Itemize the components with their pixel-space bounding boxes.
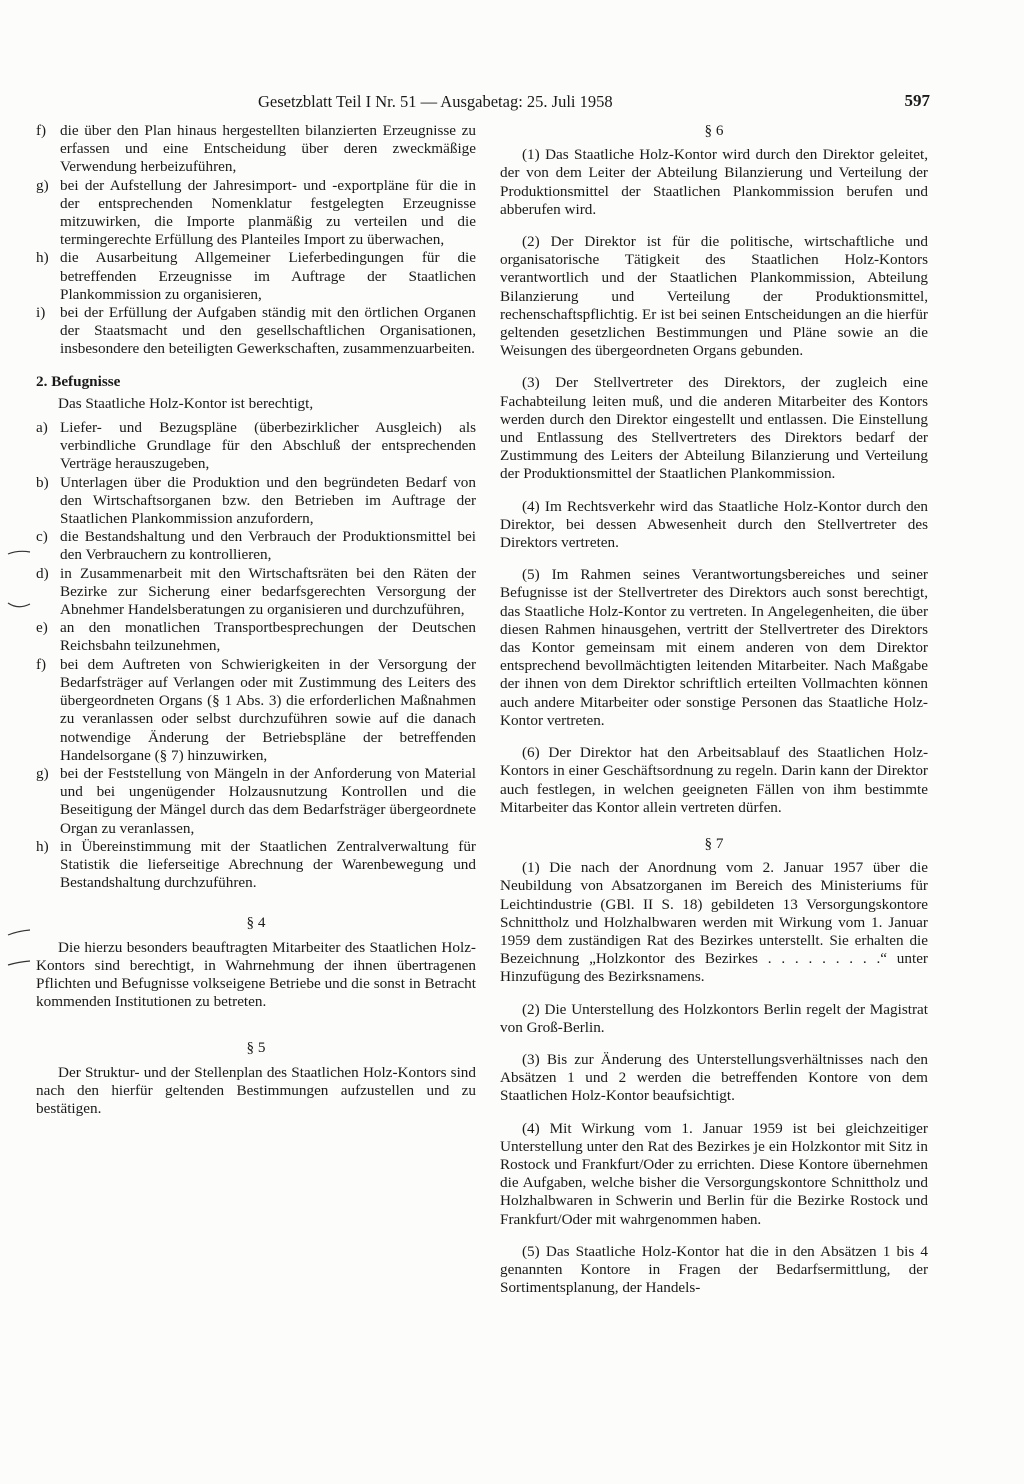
item-label: f): [36, 655, 47, 673]
section-paragraph: (4) Mit Wirkung vom 1. Januar 1959 ist bei gleichzeitiger Unterstellung unter den Rat des Bezirkes je ein Holzkontor mit Sitz in Rostock und Frankfurt/Oder zu errichten. Diese Kontore übernehmen die Aufgaben, welche bisher die Versorgungskontore Schnittholz und Holzhalbwaren in Schwerin und Berlin für die Bezirke Rostock und Frankfurt/Oder mit wahrgenommen haben.: [500, 1119, 928, 1228]
item-text: die Bestandshaltung und den Verbrauch der Produktionsmittel bei den Verbrauchern zu kontrollieren,: [60, 528, 476, 564]
item-label: g): [36, 764, 49, 782]
item-text: bei der Aufstellung der Jahresimport- und -exportpläne für die in der entsprechenden Nomenklatur festgelegten Erzeugnisse mitzuwirken, die Importe planmäßig zu verteilen und die termingerechte Erfüllung des Planteiles Import zu überwachen,: [60, 176, 476, 249]
running-title: Gesetzblatt Teil I Nr. 51 — Ausgabetag: 25. Juli 1958: [258, 92, 613, 111]
list-item: [36, 565, 476, 620]
section-paragraph: (3) Bis zur Änderung des Unterstellungsverhältnisses nach den Absätzen 1 und 2 werden die betreffenden Kontore von dem Staatlichen Holz-Kontor beaufsichtigt.: [500, 1050, 928, 1105]
section-paragraph: (2) Der Direktor ist für die politische, wirtschaftliche und organisatorische Tätigkeit des Staatlichen Holz-Kontors verantwortlich und der Staatlichen Plankommission, Abteilung Bilanzierung und Verteilung der Produktionsmittel, rechenschaftspflichtig. Er ist bei seinen Entscheidungen an die hierfür geltenden gesetzlichen Bestimmungen und Pläne sowie an die Weisungen des übergeordneten Organs gebunden.: [500, 233, 928, 360]
page-number: 597: [904, 91, 930, 110]
list-item: [36, 419, 476, 474]
item-label: d): [36, 564, 49, 582]
section-paragraph: (3) Der Stellvertreter des Direktors, der zugleich eine Fachabteilung leiten muß, und die anderen Mitarbeiter des Kontors werden durch den Direktor eingestellt und entlassen. Die Einstellung und Entlassung des Stellvertreters des Direktors bedarf der Zustimmung des Leiters der Abteilung Bilanzierung und Verteilung der Produktionsmittel der Staatlichen Plankommission.: [500, 374, 928, 483]
section-paragraph: (4) Im Rechtsverkehr wird das Staatliche Holz-Kontor durch den Direktor, bei dessen Abwesenheit durch den Stellvertreter des Direktors vertreten.: [500, 497, 928, 552]
section-paragraph: (6) Der Direktor hat den Arbeitsablauf des Staatlichen Holz-Kontors in einer Geschäftsordnung zu regeln. Darin kann der Direktor auch festlegen, in welchen geeigneten Fällen von ihm bestimmte Mitarbeiter das Kontor allein vertreten dürfen.: [500, 744, 928, 816]
section-paragraph: (1) Die nach der Anordnung vom 2. Januar 1957 über die Neubildung von Absatzorganen im Bereich des Ministeriums für Leichtindustrie (GBl. II S. 18) gebildeten 13 Versorgungskontore Schnittholz und Holzhalbwaren werden mit Wirkung vom 1. Januar 1959 dem zuständigen Rat des Bezirkes unterstellt. Sie erhalten die Bezeichnung „Holzkontor des Bezirkes . . . . . . . . .“ unter Hinzufügung des Bezirksnamens.: [500, 859, 928, 986]
item-label: e): [36, 619, 48, 637]
section-paragraph: Der Struktur- und der Stellenplan des Staatlichen Holz-Kontors sind nach den hierfür geltenden Bestimmungen aufzustellen und zu bestätigen.: [36, 1063, 476, 1117]
margin-mark: [6, 548, 32, 558]
margin-mark: [6, 928, 32, 938]
section-title: § 5: [246, 1039, 266, 1057]
item-label: b): [36, 473, 49, 491]
list-item: [36, 474, 476, 529]
item-label: h): [36, 837, 49, 855]
list-item: [36, 249, 476, 304]
item-text: in Zusammenarbeit mit den Wirtschaftsräten bei den Räten der Bezirke zur Sicherung einer bedarfsgerechten Versorgung der Abnehmer Handelsberatungen zu organisieren und durchzuführen,: [60, 564, 476, 619]
section-title: § 6: [704, 122, 724, 139]
left-column: [36, 122, 476, 1132]
list-item: [36, 304, 476, 359]
section-title: § 7: [704, 834, 724, 852]
item-text: an den monatlichen Transportbesprechungen der Deutschen Reichsbahn teilzunehmen,: [60, 619, 476, 655]
section-paragraph: (5) Im Rahmen seines Verantwortungsbereiches und seiner Befugnisse ist der Stellvertreter des Direktors auch sonst berechtigt, das Staatliche Holz-Kontor zu vertreten. In Angelegenheiten, die über diesen Rahmen hinausgehen, vertritt der Stellvertreter des Direktors das Kontor gemeinsam mit einem anderen von dem Direktor entsprechend bevollmächtigten leitenden Mitarbeiter. Nach Maßgabe der ihnen von dem Direktor schriftlich erteilten Vollmachten können auch andere Mitarbeiter oder sonstige Personen das Staatliche Holz-Kontor vertreten.: [500, 566, 928, 729]
item-label: h): [36, 249, 49, 267]
item-label: c): [36, 528, 48, 546]
list-item: [36, 765, 476, 838]
section-paragraph: Die hierzu besonders beauftragten Mitarbeiter des Staatlichen Holz-Kontors sind berechtigt, in Wahrnehmung der ihnen übertragenen Pflichten und Befugnisse volkseigene Betriebe und die sonst in Betracht kommenden Institutionen zu betreten.: [36, 938, 476, 1011]
item-label: a): [36, 419, 48, 437]
item-label: g): [36, 176, 49, 194]
list-item: [36, 619, 476, 655]
section-heading: 2. Befugnisse: [36, 372, 121, 390]
item-text: bei der Feststellung von Mängeln in der Anforderung von Material und bei ungenügender Holzausnutzung Kontrollen und die Beseitigung der Mängel durch das dem Bedarfsträger übergeordnete Organ zu veranlassen,: [60, 764, 476, 837]
list-item: [36, 838, 476, 893]
item-text: die über den Plan hinaus hergestellten bilanzierten Erzeugnisse zu erfassen und eine Entscheidung über deren zweckmäßige Verwendung herbeizuführen,: [60, 122, 476, 176]
list-item: [36, 177, 476, 250]
item-label: i): [36, 304, 46, 322]
margin-mark: [6, 958, 32, 968]
item-text: Liefer- und Bezugspläne (überbezirklicher Ausgleich) als verbindliche Grundlage für den Abschluß der entsprechenden Verträge herauszugeben,: [60, 419, 476, 473]
item-text: in Übereinstimmung mit der Staatlichen Zentralverwaltung für Statistik die lieferseitige Abrechnung der Warenbewegung und Bestandshaltung durchzuführen.: [60, 837, 476, 892]
margin-mark: [6, 600, 32, 610]
intro-paragraph: Das Staatliche Holz-Kontor ist berechtigt,: [58, 394, 314, 412]
item-text: bei dem Auftreten von Schwierigkeiten in der Versorgung der Bedarfsträger auf Verlangen oder mit Zustimmung des Leiters des übergeordneten Organs (§ 1 Abs. 3) die erforderlichen Maßnahmen zu veranlassen oder selbst durchzuführen sowie auf die danach notwendige Änderung der Betriebspläne der betreffenden Handelsorgane (§ 7) hinzuwirken,: [60, 655, 476, 764]
section-paragraph: (1) Das Staatliche Holz-Kontor wird durch den Direktor geleitet, der von dem Leiter der Abteilung Bilanzierung und Verteilung der Produktionsmittel der Staatlichen Plankommission berufen und abberufen wird.: [500, 146, 928, 218]
list-item: [36, 528, 476, 564]
right-column: [500, 122, 928, 1311]
item-label: f): [36, 122, 47, 139]
section-paragraph: (2) Die Unterstellung des Holzkontors Berlin regelt der Magistrat von Groß-Berlin.: [500, 1000, 928, 1036]
list-item: [36, 122, 476, 177]
item-text: bei der Erfüllung der Aufgaben ständig mit den örtlichen Organen der Staatsmacht und den gesellschaftlichen Organisationen, insbesondere den beteiligten Gewerkschaften, zusammenzuarbeiten.: [60, 304, 476, 358]
section-paragraph: (5) Das Staatliche Holz-Kontor hat die in den Absätzen 1 bis 4 genannten Kontore in Fragen der Bedarfsermittlung, der Sortimentsplanung, der Handels-: [500, 1242, 928, 1297]
item-text: Unterlagen über die Produktion und den begründeten Bedarf von den Wirtschaftsorganen bzw. den Betrieben im Auftrage der Staatlichen Plankommission anzufordern,: [60, 473, 476, 528]
item-text: die Ausarbeitung Allgemeiner Lieferbedingungen für die betreffenden Erzeugnisse im Auftrage der Staatlichen Plankommission zu organisieren,: [60, 249, 476, 303]
section-title: § 4: [246, 914, 266, 932]
list-item: [36, 656, 476, 765]
